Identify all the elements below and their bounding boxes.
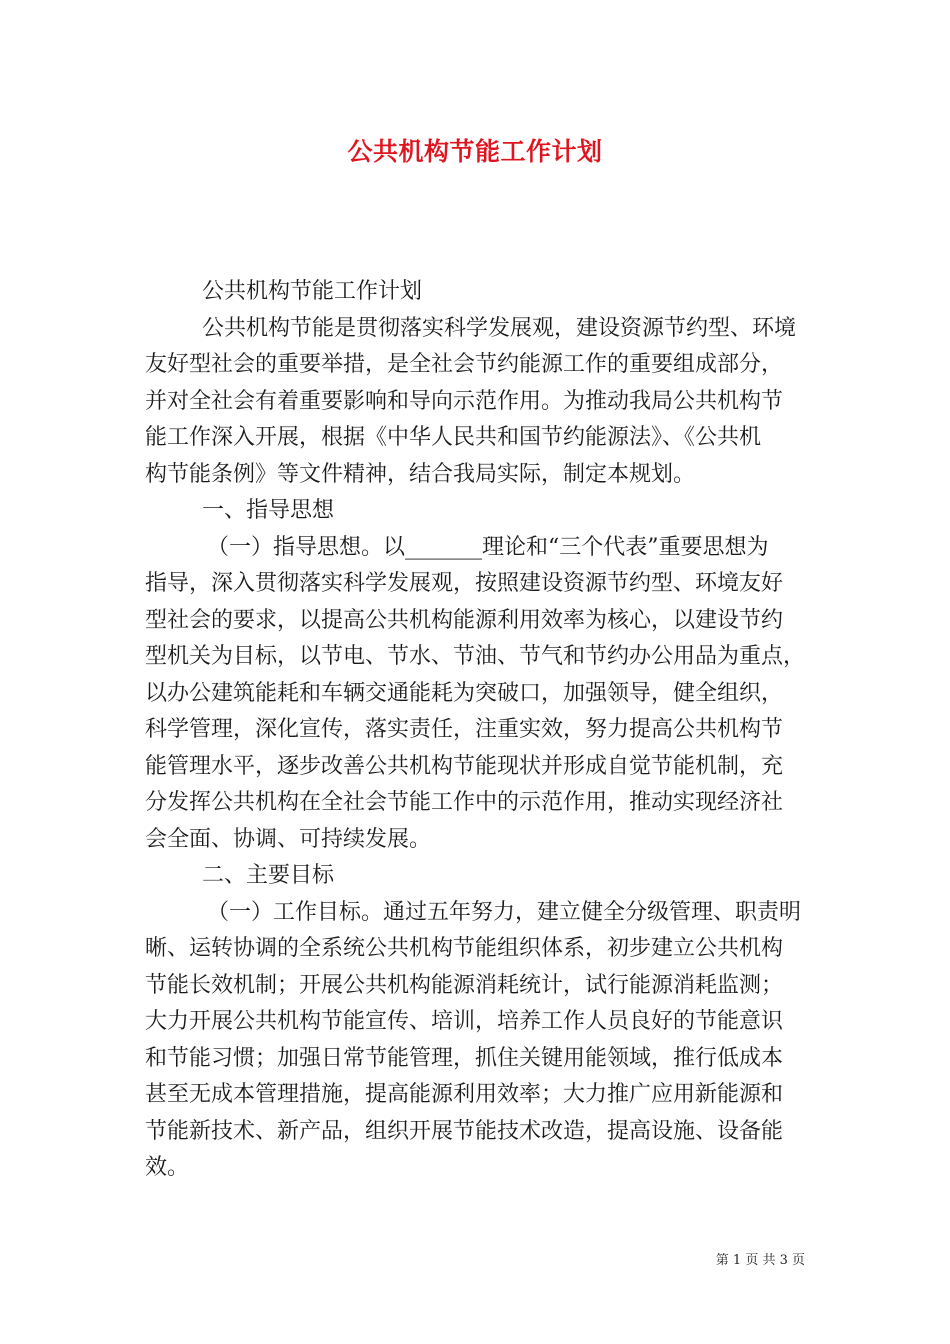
body-line: 会全面、协调、可持续发展。 bbox=[145, 826, 432, 852]
body-line: 节能长效机制；开展公共机构能源消耗统计，试行能源消耗监测； bbox=[145, 972, 784, 998]
body-line: 指导，深入贯彻落实科学发展观，按照建设资源节约型、环境友好 bbox=[145, 571, 784, 596]
section-heading-2: 二、主要目标 bbox=[202, 863, 335, 888]
body-line: 友好型社会的重要举措，是全社会节约能源工作的重要组成部分， bbox=[145, 352, 784, 377]
body-line: 节能新技术、新产品，组织开展节能技术改造，提高设施、设备能 bbox=[145, 1118, 784, 1144]
body-line: （一）工作目标。通过五年努力，建立健全分级管理、职责明 bbox=[207, 899, 802, 925]
body-line-subtitle: 公共机构节能工作计划 bbox=[202, 279, 423, 304]
document-title: 公共机构节能工作计划 bbox=[347, 137, 603, 166]
page-number-footer: 第 1 页 共 3 页 bbox=[715, 1253, 805, 1268]
section-heading-1: 一、指导思想 bbox=[202, 498, 335, 523]
document-body bbox=[145, 274, 820, 1187]
body-line: （一）指导思想。以_______理论和“三个代表”重要思想为 bbox=[207, 534, 769, 560]
body-line: 大力开展公共机构节能宣传、培训，培养工作人员良好的节能意识 bbox=[145, 1009, 784, 1034]
body-line: 能工作深入开展，根据《中华人民共和国节约能源法》、《公共机 bbox=[145, 425, 762, 450]
body-line: 型社会的要求，以提高公共机构能源利用效率为核心，以建设节约 bbox=[145, 607, 784, 633]
body-line: 公共机构节能是贯彻落实科学发展观，建设资源节约型、环境 bbox=[202, 315, 797, 341]
body-line: 能管理水平，逐步改善公共机构节能现状并形成自觉节能机制，充 bbox=[145, 753, 784, 779]
body-line: 分发挥公共机构在全社会节能工作中的示范作用，推动实现经济社 bbox=[145, 790, 784, 815]
body-line: 并对全社会有着重要影响和导向示范作用。为推动我局公共机构节 bbox=[145, 388, 784, 414]
body-line: 和节能习惯；加强日常节能管理，抓住关键用能领域，推行低成本 bbox=[145, 1045, 784, 1071]
body-line: 科学管理，深化宣传，落实责任，注重实效，努力提高公共机构节 bbox=[145, 717, 784, 742]
body-line: 型机关为目标，以节电、节水、节油、节气和节约办公用品为重点， bbox=[145, 644, 806, 669]
body-line: 甚至无成本管理措施，提高能源利用效率；大力推广应用新能源和 bbox=[145, 1082, 784, 1107]
body-line: 以办公建筑能耗和车辆交通能耗为突破口，加强领导，健全组织， bbox=[145, 680, 784, 706]
body-line: 构节能条例》等文件精神，结合我局实际，制定本规划。 bbox=[145, 461, 696, 487]
body-line: 晰、运转协调的全系统公共机构节能组织体系，初步建立公共机构 bbox=[145, 936, 784, 961]
body-line: 效。 bbox=[145, 1155, 190, 1180]
